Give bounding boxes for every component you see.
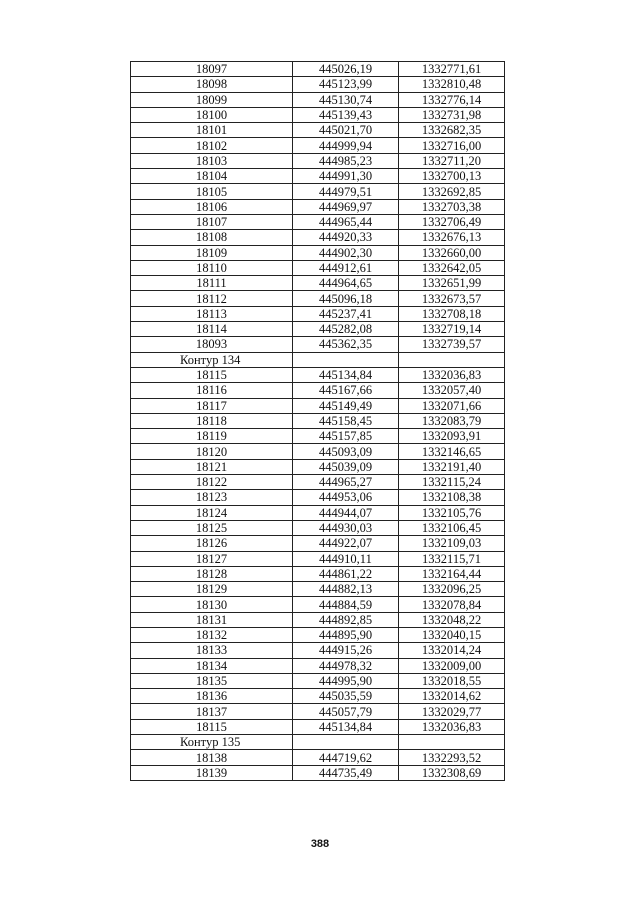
- table-row: [131, 597, 505, 612]
- table-row: [131, 260, 505, 275]
- table-row: [131, 184, 505, 199]
- point-id-cell: 18131: [131, 612, 293, 627]
- table-row: [131, 719, 505, 734]
- x-coordinate-cell: 444882,13: [293, 582, 399, 597]
- y-coordinate-cell: 1332651,99: [399, 276, 505, 291]
- point-id-cell: 18138: [131, 750, 293, 765]
- x-coordinate-cell: 444999,94: [293, 138, 399, 153]
- point-id-cell: 18110: [131, 260, 293, 275]
- table-row: [131, 429, 505, 444]
- table-row: [131, 367, 505, 382]
- x-coordinate-cell: 444995,90: [293, 673, 399, 688]
- point-id-cell: 18105: [131, 184, 293, 199]
- y-coordinate-cell: 1332071,66: [399, 398, 505, 413]
- x-coordinate-cell: 445139,43: [293, 107, 399, 122]
- y-coordinate-cell: 1332036,83: [399, 367, 505, 382]
- y-coordinate-cell: 1332096,25: [399, 582, 505, 597]
- table-row: [131, 673, 505, 688]
- x-coordinate-cell: 444920,33: [293, 230, 399, 245]
- x-coordinate-cell: 445134,84: [293, 367, 399, 382]
- point-id-cell: 18120: [131, 444, 293, 459]
- table-row: [131, 92, 505, 107]
- y-coordinate-cell: 1332029,77: [399, 704, 505, 719]
- table-row: [131, 750, 505, 765]
- x-coordinate-cell: 445134,84: [293, 719, 399, 734]
- y-coordinate-cell: 1332660,00: [399, 245, 505, 260]
- x-coordinate-cell: 444978,32: [293, 658, 399, 673]
- point-id-cell: 18130: [131, 597, 293, 612]
- empty-cell: [399, 735, 505, 750]
- x-coordinate-cell: 444965,27: [293, 475, 399, 490]
- x-coordinate-cell: 445130,74: [293, 92, 399, 107]
- point-id-cell: 18135: [131, 673, 293, 688]
- y-coordinate-cell: 1332036,83: [399, 719, 505, 734]
- y-coordinate-cell: 1332105,76: [399, 505, 505, 520]
- y-coordinate-cell: 1332014,62: [399, 689, 505, 704]
- table-row: [131, 77, 505, 92]
- x-coordinate-cell: 444735,49: [293, 765, 399, 780]
- x-coordinate-cell: 444915,26: [293, 643, 399, 658]
- table-row: [131, 245, 505, 260]
- y-coordinate-cell: 1332703,38: [399, 199, 505, 214]
- table-row: [131, 566, 505, 581]
- x-coordinate-cell: 445237,41: [293, 306, 399, 321]
- point-id-cell: 18139: [131, 765, 293, 780]
- y-coordinate-cell: 1332673,57: [399, 291, 505, 306]
- point-id-cell: 18113: [131, 306, 293, 321]
- x-coordinate-cell: 445026,19: [293, 62, 399, 77]
- y-coordinate-cell: 1332014,24: [399, 643, 505, 658]
- empty-cell: [399, 352, 505, 367]
- table-row: [131, 612, 505, 627]
- x-coordinate-cell: 444969,97: [293, 199, 399, 214]
- contour-label: Контур 135: [131, 735, 293, 750]
- point-id-cell: 18109: [131, 245, 293, 260]
- y-coordinate-cell: 1332642,05: [399, 260, 505, 275]
- point-id-cell: 18108: [131, 230, 293, 245]
- table-row: [131, 704, 505, 719]
- y-coordinate-cell: 1332692,85: [399, 184, 505, 199]
- y-coordinate-cell: 1332109,03: [399, 536, 505, 551]
- y-coordinate-cell: 1332115,24: [399, 475, 505, 490]
- point-id-cell: 18107: [131, 214, 293, 229]
- point-id-cell: 18129: [131, 582, 293, 597]
- point-id-cell: 18121: [131, 459, 293, 474]
- point-id-cell: 18134: [131, 658, 293, 673]
- point-id-cell: 18126: [131, 536, 293, 551]
- table-row: [131, 627, 505, 642]
- table-row: [131, 383, 505, 398]
- x-coordinate-cell: 444922,07: [293, 536, 399, 551]
- y-coordinate-cell: 1332108,38: [399, 490, 505, 505]
- y-coordinate-cell: 1332057,40: [399, 383, 505, 398]
- point-id-cell: 18125: [131, 520, 293, 535]
- y-coordinate-cell: 1332719,14: [399, 322, 505, 337]
- x-coordinate-cell: 444953,06: [293, 490, 399, 505]
- table-row: [131, 123, 505, 138]
- x-coordinate-cell: 444895,90: [293, 627, 399, 642]
- y-coordinate-cell: 1332191,40: [399, 459, 505, 474]
- x-coordinate-cell: 444861,22: [293, 566, 399, 581]
- table-row: [131, 520, 505, 535]
- y-coordinate-cell: 1332676,13: [399, 230, 505, 245]
- point-id-cell: 18115: [131, 367, 293, 382]
- point-id-cell: 18099: [131, 92, 293, 107]
- y-coordinate-cell: 1332146,65: [399, 444, 505, 459]
- table-row: [131, 199, 505, 214]
- point-id-cell: 18097: [131, 62, 293, 77]
- x-coordinate-cell: 445093,09: [293, 444, 399, 459]
- table-row: [131, 643, 505, 658]
- point-id-cell: 18136: [131, 689, 293, 704]
- table-row: [131, 107, 505, 122]
- point-id-cell: 18112: [131, 291, 293, 306]
- table-row: [131, 582, 505, 597]
- table-row: [131, 765, 505, 780]
- x-coordinate-cell: 445157,85: [293, 429, 399, 444]
- table-row: [131, 230, 505, 245]
- page-number: 388: [310, 838, 330, 850]
- table-row: [131, 490, 505, 505]
- x-coordinate-cell: 445282,08: [293, 322, 399, 337]
- x-coordinate-cell: 444964,65: [293, 276, 399, 291]
- point-id-cell: 18137: [131, 704, 293, 719]
- table-row: [131, 505, 505, 520]
- coordinates-table-body: [131, 62, 505, 781]
- point-id-cell: 18102: [131, 138, 293, 153]
- table-row: [131, 138, 505, 153]
- point-id-cell: 18114: [131, 322, 293, 337]
- point-id-cell: 18098: [131, 77, 293, 92]
- y-coordinate-cell: 1332106,45: [399, 520, 505, 535]
- contour-header-row: [131, 352, 505, 367]
- coordinates-table: [130, 61, 505, 781]
- y-coordinate-cell: 1332040,15: [399, 627, 505, 642]
- table-row: [131, 169, 505, 184]
- y-coordinate-cell: 1332682,35: [399, 123, 505, 138]
- contour-label: Контур 134: [131, 352, 293, 367]
- x-coordinate-cell: 445362,35: [293, 337, 399, 352]
- point-id-cell: 18101: [131, 123, 293, 138]
- y-coordinate-cell: 1332700,13: [399, 169, 505, 184]
- y-coordinate-cell: 1332776,14: [399, 92, 505, 107]
- y-coordinate-cell: 1332009,00: [399, 658, 505, 673]
- point-id-cell: 18116: [131, 383, 293, 398]
- y-coordinate-cell: 1332706,49: [399, 214, 505, 229]
- point-id-cell: 18104: [131, 169, 293, 184]
- point-id-cell: 18123: [131, 490, 293, 505]
- x-coordinate-cell: 445096,18: [293, 291, 399, 306]
- table-row: [131, 413, 505, 428]
- y-coordinate-cell: 1332115,71: [399, 551, 505, 566]
- point-id-cell: 18128: [131, 566, 293, 581]
- table-row: [131, 322, 505, 337]
- y-coordinate-cell: 1332739,57: [399, 337, 505, 352]
- point-id-cell: 18117: [131, 398, 293, 413]
- table-row: [131, 459, 505, 474]
- x-coordinate-cell: 444985,23: [293, 153, 399, 168]
- x-coordinate-cell: 444902,30: [293, 245, 399, 260]
- point-id-cell: 18122: [131, 475, 293, 490]
- x-coordinate-cell: 444884,59: [293, 597, 399, 612]
- y-coordinate-cell: 1332048,22: [399, 612, 505, 627]
- x-coordinate-cell: 444965,44: [293, 214, 399, 229]
- y-coordinate-cell: 1332093,91: [399, 429, 505, 444]
- x-coordinate-cell: 444912,61: [293, 260, 399, 275]
- x-coordinate-cell: 445039,09: [293, 459, 399, 474]
- x-coordinate-cell: 445167,66: [293, 383, 399, 398]
- y-coordinate-cell: 1332708,18: [399, 306, 505, 321]
- y-coordinate-cell: 1332810,48: [399, 77, 505, 92]
- table-row: [131, 291, 505, 306]
- x-coordinate-cell: 445057,79: [293, 704, 399, 719]
- y-coordinate-cell: 1332293,52: [399, 750, 505, 765]
- x-coordinate-cell: 445035,59: [293, 689, 399, 704]
- table-row: [131, 444, 505, 459]
- table-row: [131, 337, 505, 352]
- point-id-cell: 18127: [131, 551, 293, 566]
- x-coordinate-cell: 444910,11: [293, 551, 399, 566]
- table-row: [131, 475, 505, 490]
- table-row: [131, 276, 505, 291]
- table-row: [131, 536, 505, 551]
- table-row: [131, 306, 505, 321]
- x-coordinate-cell: 444892,85: [293, 612, 399, 627]
- x-coordinate-cell: 445021,70: [293, 123, 399, 138]
- table-row: [131, 689, 505, 704]
- y-coordinate-cell: 1332308,69: [399, 765, 505, 780]
- x-coordinate-cell: 444944,07: [293, 505, 399, 520]
- table-row: [131, 658, 505, 673]
- x-coordinate-cell: 444719,62: [293, 750, 399, 765]
- table-row: [131, 551, 505, 566]
- y-coordinate-cell: 1332716,00: [399, 138, 505, 153]
- x-coordinate-cell: 445123,99: [293, 77, 399, 92]
- y-coordinate-cell: 1332164,44: [399, 566, 505, 581]
- y-coordinate-cell: 1332078,84: [399, 597, 505, 612]
- point-id-cell: 18103: [131, 153, 293, 168]
- x-coordinate-cell: 444930,03: [293, 520, 399, 535]
- empty-cell: [293, 735, 399, 750]
- point-id-cell: 18124: [131, 505, 293, 520]
- empty-cell: [293, 352, 399, 367]
- y-coordinate-cell: 1332018,55: [399, 673, 505, 688]
- y-coordinate-cell: 1332731,98: [399, 107, 505, 122]
- point-id-cell: 18115: [131, 719, 293, 734]
- y-coordinate-cell: 1332711,20: [399, 153, 505, 168]
- point-id-cell: 18100: [131, 107, 293, 122]
- x-coordinate-cell: 444979,51: [293, 184, 399, 199]
- point-id-cell: 18118: [131, 413, 293, 428]
- point-id-cell: 18111: [131, 276, 293, 291]
- point-id-cell: 18119: [131, 429, 293, 444]
- point-id-cell: 18093: [131, 337, 293, 352]
- y-coordinate-cell: 1332083,79: [399, 413, 505, 428]
- point-id-cell: 18133: [131, 643, 293, 658]
- table-row: [131, 398, 505, 413]
- point-id-cell: 18106: [131, 199, 293, 214]
- contour-header-row: [131, 735, 505, 750]
- table-row: [131, 214, 505, 229]
- point-id-cell: 18132: [131, 627, 293, 642]
- x-coordinate-cell: 444991,30: [293, 169, 399, 184]
- table-row: [131, 153, 505, 168]
- y-coordinate-cell: 1332771,61: [399, 62, 505, 77]
- x-coordinate-cell: 445149,49: [293, 398, 399, 413]
- x-coordinate-cell: 445158,45: [293, 413, 399, 428]
- table-row: [131, 62, 505, 77]
